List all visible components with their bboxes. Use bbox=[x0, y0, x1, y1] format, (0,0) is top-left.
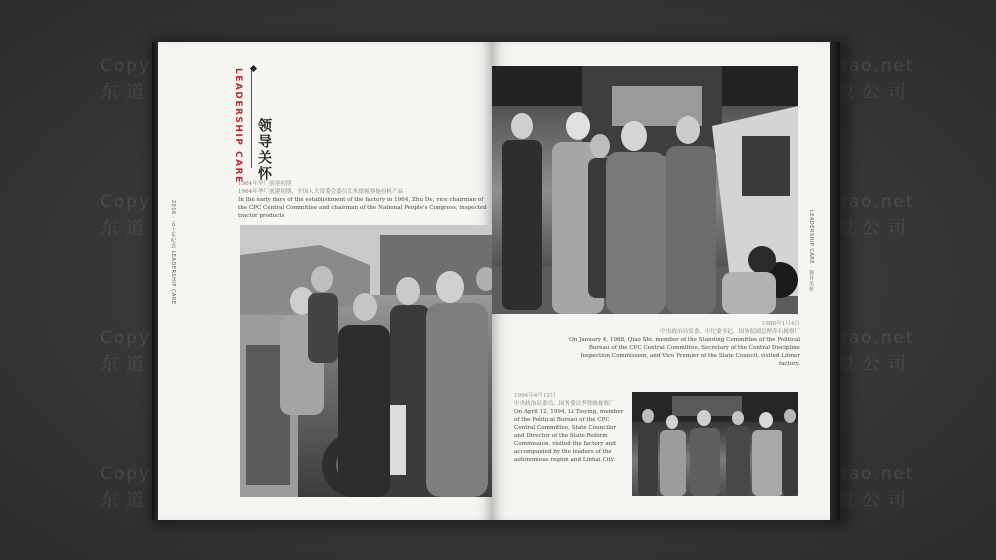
page-side-text: 2016 · 五十年纪念 LEADERSHIP CARE bbox=[170, 200, 176, 305]
historic-photo-tractor-inspection bbox=[240, 225, 492, 497]
photo-illustration bbox=[240, 225, 492, 497]
section-title-en: LEADERSHIP CARE bbox=[233, 68, 243, 184]
title-rule bbox=[251, 68, 252, 168]
photo-illustration bbox=[632, 392, 798, 496]
photo-caption: 1988年1月4日 中央政治局常委、中纪委书记、国务院副总理乔石视察厂 On January 4, 1988, Qiao Shi, member of the Standing Committee of the Political Bureau of the CPC Central Committee, Secretary of the Central Discipline Inspection Commission, and Vice Premier of the State Council, visited Linner factory. bbox=[569, 321, 800, 367]
photo-caption: 1964年华厂创建初期 1964年华厂创建初期，全国人大常委会委员长朱德视察拖拉机产品 In the early days of the establishment of the factory in 1964, Zhu De, vice chairman of the CPC Central Committee and chairman of the National People's Congress, inspected tractor products bbox=[238, 181, 487, 219]
section-title-zh: 领导关怀 bbox=[256, 118, 272, 182]
page-side-text: LEADERSHIP CARE · 领导关怀 bbox=[808, 210, 814, 293]
photo-caption: 1994年4月12日 中央政治局委员、国务委员李铁映视察厂 On April 12, 1994, Li Tieying, member of the Political Bureau of the CPC Central Committee, State Councilor and Director of the State Reform Commission, visited the factory and accompanied by the leaders of the autonomous region and Linhai City. bbox=[514, 393, 624, 463]
photo-illustration bbox=[492, 66, 798, 314]
historic-photo-delegation bbox=[632, 392, 798, 496]
book-cover-edge bbox=[830, 42, 840, 520]
historic-photo-factory-visit bbox=[492, 66, 798, 314]
